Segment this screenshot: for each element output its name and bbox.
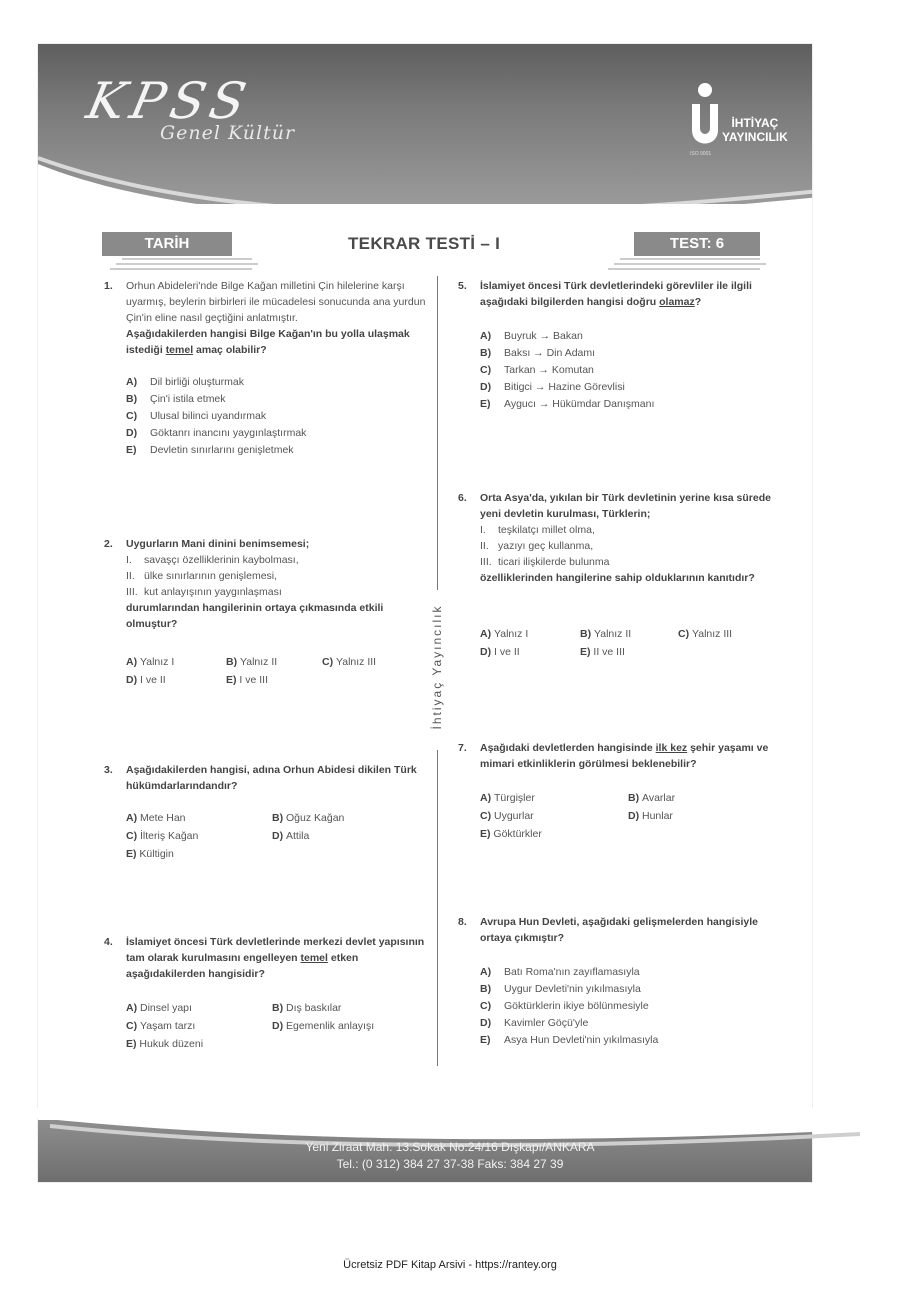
source-note: Ücretsiz PDF Kitap Arsivi - https://rantey.org [343, 1259, 557, 1271]
question-stem: Orhun Abideleri'nde Bilge Kağan milletini Çin hilelerine karşı uyarmış, beylerin birbirleri ile mücadelesi sonucunda ana yurdun Çin'in eline nasıl geçtiğini anlatmıştır. [126, 280, 426, 324]
iso-label: ISO 9001 [690, 151, 712, 157]
question-number: 6. [458, 492, 467, 504]
option-c[interactable]: C) Ulusal bilinci uyandırmak [126, 410, 267, 422]
option-b[interactable]: B) Avarlar [628, 792, 676, 804]
option-c[interactable]: C) İlteriş Kağan [126, 830, 199, 842]
question-number: 2. [104, 538, 113, 550]
option-e[interactable]: E) Göktürkler [480, 828, 542, 840]
option-c[interactable]: C) Göktürklerin ikiye bölünmesiyle [480, 1000, 649, 1012]
option-b[interactable]: B) Çin'i istila etmek [126, 393, 226, 405]
question-number: 1. [104, 280, 113, 292]
subject-tab-underline [102, 256, 262, 274]
divider-brand-label: İhtiyaç Yayıncılık [430, 604, 444, 730]
question-prompt: durumlarından hangilerinin ortaya çıkmasında etkili olmuştur? [126, 602, 384, 630]
question-stem: Aşağıdaki devletlerden hangisinde ilk kez şehir yaşamı ve mimari etkinliklerin görülmesi beklenebilir? [480, 742, 769, 770]
test-title: TEKRAR TESTİ – I [348, 234, 501, 253]
option-b[interactable]: B) Dış baskılar [272, 1002, 342, 1014]
publisher-name-line2: YAYINCILIK [722, 130, 788, 144]
kpss-subtitle: Genel Kültür [160, 122, 296, 144]
question-stem: Orta Asya'da, yıkılan bir Türk devletinin yerine kısa sürede yeni devletin kurulması, Türklerin; [480, 492, 771, 520]
option-d[interactable]: D) Bitigci → Hazine Görevlisi [480, 381, 625, 393]
question-stem: Avrupa Hun Devleti, aşağıdaki gelişmelerden hangisiyle ortaya çıkmıştır? [480, 916, 758, 944]
question-number: 8. [458, 916, 467, 928]
subject-tab-label: TARİH [144, 235, 190, 252]
kpss-logo: KPSS [81, 72, 257, 130]
option-e[interactable]: E) I ve III [226, 674, 269, 686]
option-d[interactable]: D) Egemenlik anlayışı [272, 1020, 375, 1032]
question-stem: İslamiyet öncesi Türk devletlerindeki görevliler ile ilgili aşağıdaki bilgilerden hangisi doğru olamaz? [480, 280, 752, 308]
option-d[interactable]: D) Attila [272, 830, 310, 842]
statement-iii: III. kut anlayışının yaygınlaşması [126, 586, 282, 598]
option-e[interactable]: E) Aygucı → Hükümdar Danışmanı [480, 398, 655, 410]
statement-ii: II. yazıyı geç kullanma, [480, 540, 594, 552]
option-c[interactable]: C) Yalnız III [678, 628, 733, 640]
option-a[interactable]: A) Batı Roma'nın zayıflamasıyla [480, 966, 640, 978]
question-stem: İslamiyet öncesi Türk devletlerinde merkezi devlet yapısının tam olarak kurulmasını engelleyen temel etken aşağıdakilerden hangisidir? [126, 936, 425, 980]
option-c[interactable]: C) Yaşam tarzı [126, 1020, 196, 1032]
option-c[interactable]: C) Tarkan → Komutan [480, 364, 594, 376]
option-a[interactable]: A) Yalnız I [126, 656, 175, 668]
question-stem: Aşağıdakilerden hangisi, adına Orhun Abidesi dikilen Türk hükümdarlarındandır? [126, 764, 417, 792]
option-b[interactable]: B) Yalnız II [580, 628, 632, 640]
option-e[interactable]: E) II ve III [580, 646, 625, 658]
option-e[interactable]: E) Devletin sınırlarını genişletmek [126, 444, 294, 456]
option-e[interactable]: E) Hukuk düzeni [126, 1038, 204, 1050]
option-a[interactable]: A) Dil birliği oluşturmak [126, 376, 244, 388]
option-d[interactable]: D) I ve II [126, 674, 166, 686]
test-tab-label: TEST: 6 [669, 235, 725, 252]
statement-i: I. teşkilatçı millet olma, [480, 524, 595, 536]
test-tab-underline [600, 256, 770, 274]
statement-i: I. savaşçı özelliklerinin kaybolması, [126, 554, 299, 566]
option-a[interactable]: A) Yalnız I [480, 628, 529, 640]
option-a[interactable]: A) Dinsel yapı [126, 1002, 192, 1014]
publisher-logo-icon [688, 82, 722, 152]
question-number: 4. [104, 936, 113, 948]
option-b[interactable]: B) Baksı → Din Adamı [480, 347, 596, 359]
question-prompt: özelliklerinden hangilerine sahip olduklarının kanıtıdır? [480, 572, 755, 584]
divider-brand [425, 590, 449, 750]
option-e[interactable]: E) Kültigin [126, 848, 174, 860]
question-number: 3. [104, 764, 113, 776]
option-b[interactable]: B) Uygur Devleti'nin yıkılmasıyla [480, 983, 641, 995]
publisher-name [722, 116, 788, 144]
option-d[interactable]: D) Göktanrı inancını yaygınlaştırmak [126, 427, 307, 439]
option-d[interactable]: D) I ve II [480, 646, 520, 658]
option-c[interactable]: C) Yalnız III [322, 656, 377, 668]
statement-iii: III. ticari ilişkilerde bulunma [480, 556, 610, 568]
question-number: 7. [458, 742, 467, 754]
option-b[interactable]: B) Yalnız II [226, 656, 278, 668]
test-tab [634, 232, 760, 256]
footer-address: Yeni Ziraat Mah. 13.Sokak No:24/16 Dışkapı/ANKARA [305, 1140, 595, 1154]
footer-phone: Tel.: (0 312) 384 27 37-38 Faks: 384 27 39 [336, 1157, 564, 1171]
option-d[interactable]: D) Kavimler Göçü'yle [480, 1017, 589, 1029]
subject-tab [102, 232, 232, 256]
option-a[interactable]: A) Türgişler [480, 792, 535, 804]
publisher-name-line1: İHTİYAÇ [731, 116, 779, 130]
option-c[interactable]: C) Uygurlar [480, 810, 534, 822]
statement-ii: II. ülke sınırlarının genişlemesi, [126, 570, 278, 582]
option-a[interactable]: A) Mete Han [126, 812, 186, 824]
question-stem: Uygurların Mani dinini benimsemesi; [126, 538, 310, 550]
option-d[interactable]: D) Hunlar [628, 810, 673, 822]
option-b[interactable]: B) Oğuz Kağan [272, 812, 345, 824]
header-swoosh-shape [38, 154, 812, 204]
question-prompt: Aşağıdakilerden hangisi Bilge Kağan'ın bu yolla ulaşmak istediği temel amaç olabilir? [126, 328, 410, 356]
option-e[interactable]: E) Asya Hun Devleti'nin yıkılmasıyla [480, 1034, 659, 1046]
question-number: 5. [458, 280, 467, 292]
option-a[interactable]: A) Buyruk → Bakan [480, 330, 583, 342]
